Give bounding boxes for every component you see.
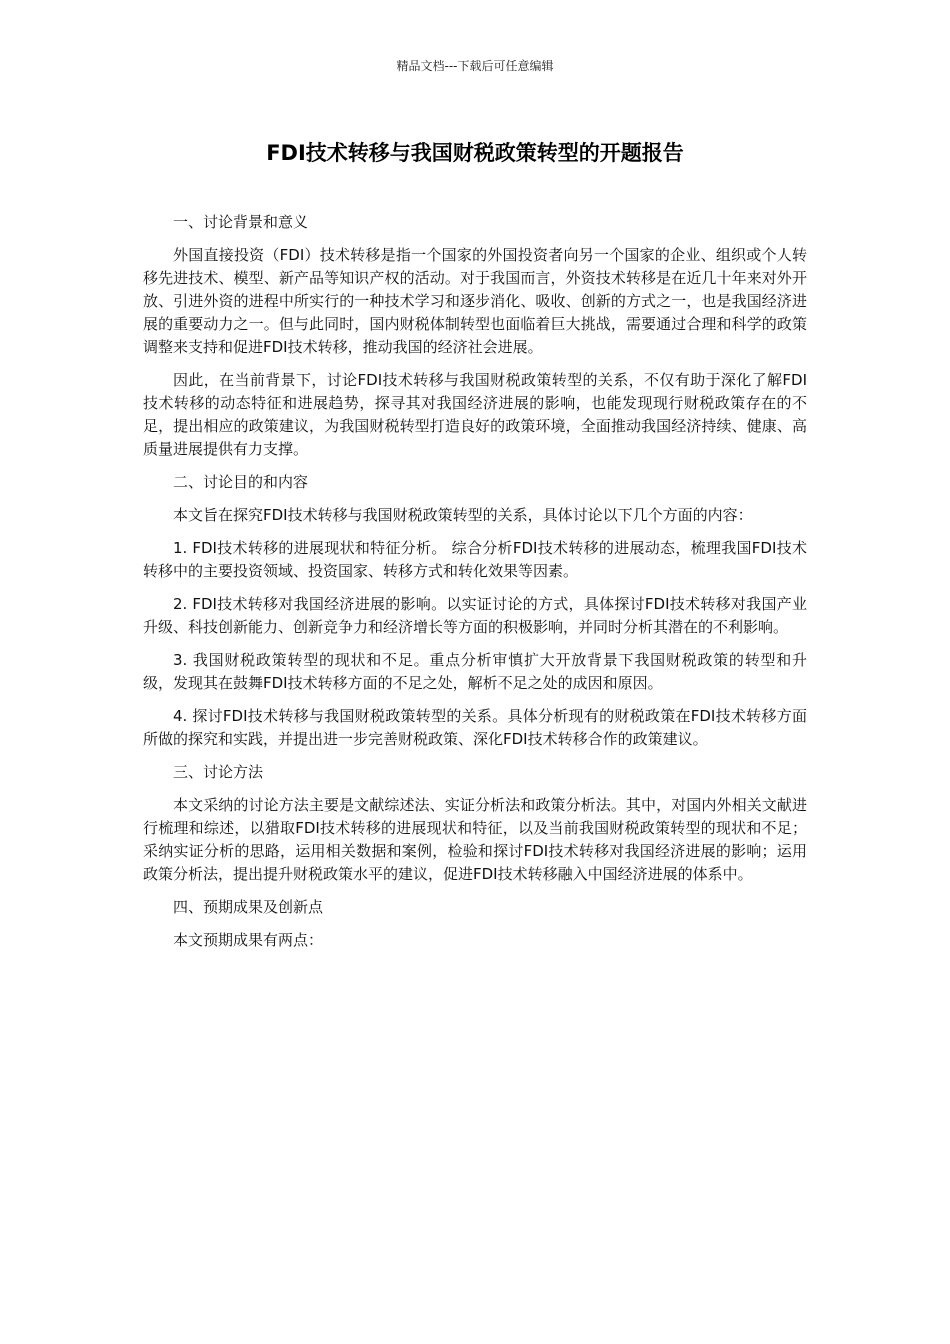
paragraph: 本文旨在探究FDI技术转移与我国财税政策转型的关系，具体讨论以下几个方面的内容： [173,506,753,524]
paragraph: 本文采纳的讨论方法主要是文献综述法、实证分析法和政策分析法。其中，对国内外相关文献进行梳理和综述，以猎取FDI技术转移的进展现状和特征，以及当前我国财税政策转型的现状和不足；采纳实证分析的思路，运用相关数据和案例，检验和探讨FDI技术转移对我国经济进展的影响；运用政策分析法，提出提升财税政策水平的建议，促进FDI技术转移融入中国经济进展的体系中。 [143,796,807,883]
document-body [143,211,807,962]
list-item: 1. FDI技术转移的进展现状和特征分析。 综合分析FDI技术转移的进展动态，梳理我国FDI技术转移中的主要投资领域、投资国家、转移方式和转化效果等因素。 [143,539,807,580]
paragraph: 外国直接投资（FDI）技术转移是指一个国家的外国投资者向另一个国家的企业、组织或个人转移先进技术、模型、新产品等知识产权的活动。对于我国而言，外资技术转移是在近几十年来对外开放、引进外资的进程中所实行的一种技术学习和逐步消化、吸收、创新的方式之一，也是我国经济进展的重要动力之一。但与此同时，国内财税体制转型也面临着巨大挑战，需要通过合理和科学的政策调整来支持和促进FDI技术转移，推动我国的经济社会进展。 [143,246,807,356]
list-item: 2. FDI技术转移对我国经济进展的影响。以实证讨论的方式，具体探讨FDI技术转移对我国产业升级、科技创新能力、创新竞争力和经济增长等方面的积极影响，并同时分析其潜在的不利影响。 [143,595,807,636]
section-heading: 三、讨论方法 [173,763,264,781]
section-expected-results [143,896,807,952]
section-background [143,211,807,461]
section-methods [143,761,807,886]
list-item: 3. 我国财税政策转型的现状和不足。重点分析审慎扩大开放背景下我国财税政策的转型和升级，发现其在鼓舞FDI技术转移方面的不足之处，解析不足之处的成因和原因。 [143,651,807,692]
section-heading: 二、讨论目的和内容 [173,473,309,491]
paragraph: 因此，在当前背景下，讨论FDI技术转移与我国财税政策转型的关系，不仅有助于深化了解FDI技术转移的动态特征和进展趋势，探寻其对我国经济进展的影响，也能发现现行财税政策存在的不足，提出相应的政策建议，为我国财税转型打造良好的政策环境，全面推动我国经济持续、健康、高质量进展提供有力支撑。 [143,371,807,458]
section-heading: 四、预期成果及创新点 [173,898,324,916]
page-header: 精品文档---下载后可任意编辑 [396,59,554,73]
document-title: FDI技术转移与我国财税政策转型的开题报告 [266,141,684,165]
section-heading: 一、讨论背景和意义 [173,213,309,231]
paragraph: 本文预期成果有两点： [173,931,324,949]
list-item: 4. 探讨FDI技术转移与我国财税政策转型的关系。具体分析现有的财税政策在FDI技术转移方面所做的探究和实践，并提出进一步完善财税政策、深化FDI技术转移合作的政策建议。 [143,707,807,748]
section-purpose [143,471,807,751]
